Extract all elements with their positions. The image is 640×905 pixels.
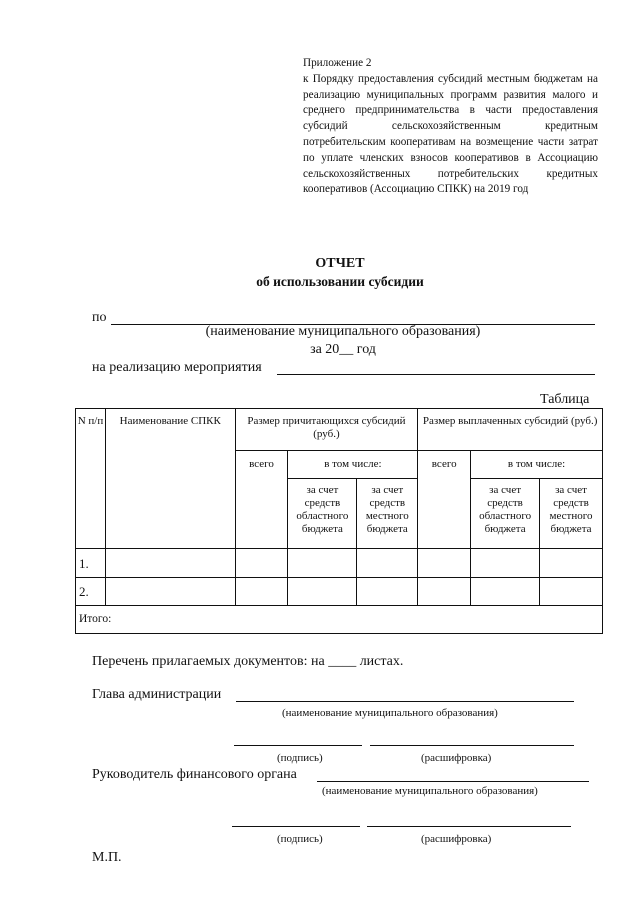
- measure-line[interactable]: [277, 374, 595, 375]
- table-cell[interactable]: [418, 578, 471, 606]
- decode-caption-1: (расшифровка): [421, 752, 492, 764]
- head-line[interactable]: [236, 701, 574, 702]
- signature-line-1[interactable]: [234, 745, 362, 746]
- stamp-label: М.П.: [92, 850, 122, 865]
- finance-line[interactable]: [317, 781, 589, 782]
- paid-incl-header: в том числе:: [471, 451, 603, 479]
- paid-total-header: всего: [418, 451, 471, 549]
- appendix-block: [303, 56, 598, 198]
- paid-group-header: Размер выплаченных субсидий (руб.): [418, 409, 603, 451]
- signature-line-2[interactable]: [232, 826, 360, 827]
- due-local-header: за счет средств местного бюджета: [357, 479, 418, 549]
- total-row: [76, 606, 603, 634]
- finance-head-label: Руководитель финансового органа: [92, 767, 297, 782]
- table-cell[interactable]: [540, 578, 603, 606]
- table-cell[interactable]: [357, 578, 418, 606]
- due-total-header: всего: [235, 451, 288, 549]
- decode-caption-2: (расшифровка): [421, 833, 492, 845]
- report-title: ОТЧЕТ: [315, 256, 365, 271]
- table-label: Таблица: [540, 392, 590, 407]
- table-cell[interactable]: [357, 549, 418, 578]
- appendix-body: к Порядку предоставления субсидий местным бюджетам на реализацию муниципальных программ развития малого и среднего предпринимательства в части предоставления субсидий сельскохозяйственным кредитным потребительским кооперативам на возмещение части затрат по уплате членских взносов кооперативов в Ассоциацию сельскохозяйственных потребительских кредитных кооперативов (Ассоциацию СПКК) на 2019 год: [303, 72, 598, 196]
- docs-line: Перечень прилагаемых документов: на ____ листах.: [92, 654, 404, 669]
- table-cell[interactable]: [288, 578, 357, 606]
- head-caption: (наименование муниципального образования): [282, 707, 498, 719]
- municipality-caption: (наименование муниципального образования): [205, 324, 481, 339]
- table-cell[interactable]: [471, 549, 540, 578]
- measure-label: на реализацию мероприятия: [92, 360, 262, 375]
- signature-caption-2: (подпись): [277, 833, 323, 845]
- row-number: 1.: [76, 549, 106, 578]
- appendix-title: Приложение 2: [303, 57, 372, 69]
- po-label: по: [92, 310, 107, 325]
- col-num-header: N п/п: [76, 409, 106, 549]
- table-cell[interactable]: [105, 578, 235, 606]
- row-number: 2.: [76, 578, 106, 606]
- paid-local-header: за счет средств местного бюджета: [540, 479, 603, 549]
- year-field[interactable]: за 20__ год: [310, 342, 376, 357]
- table-cell[interactable]: [235, 578, 288, 606]
- table-cell[interactable]: [105, 549, 235, 578]
- due-regional-header: за счет средств областного бюджета: [288, 479, 357, 549]
- col-name-header: Наименование СПКК: [105, 409, 235, 549]
- table-cell[interactable]: [418, 549, 471, 578]
- due-incl-header: в том числе:: [288, 451, 418, 479]
- total-label: Итого:: [76, 606, 603, 634]
- decode-line-2[interactable]: [367, 826, 571, 827]
- table-row: [76, 578, 603, 606]
- report-subtitle: об использовании субсидии: [256, 274, 424, 289]
- due-group-header: Размер причитающихся субсидий (руб.): [235, 409, 418, 451]
- decode-line-1[interactable]: [370, 745, 574, 746]
- table-row: [76, 549, 603, 578]
- table-cell[interactable]: [235, 549, 288, 578]
- table-cell[interactable]: [288, 549, 357, 578]
- report-table: [75, 408, 603, 634]
- table-cell[interactable]: [471, 578, 540, 606]
- table-cell[interactable]: [540, 549, 603, 578]
- signature-caption-1: (подпись): [277, 752, 323, 764]
- finance-caption: (наименование муниципального образования): [322, 785, 538, 797]
- head-label: Глава администрации: [92, 687, 222, 702]
- paid-regional-header: за счет средств областного бюджета: [471, 479, 540, 549]
